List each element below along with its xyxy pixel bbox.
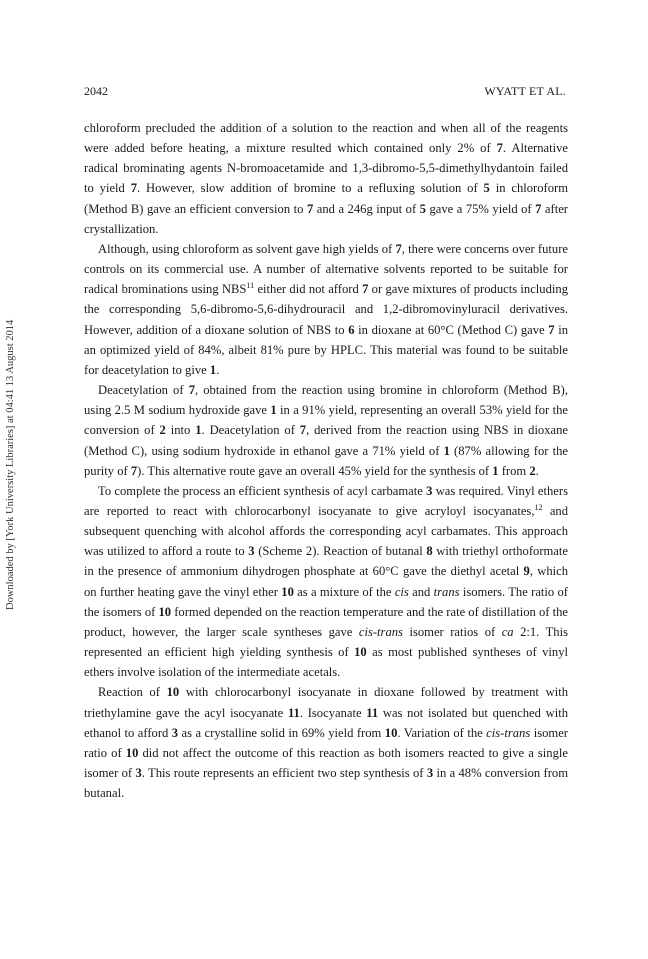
text-run: from bbox=[498, 463, 530, 478]
compound-number: 3 bbox=[248, 544, 255, 559]
text-run: and bbox=[408, 584, 434, 599]
text-run: into bbox=[165, 423, 196, 438]
compound-number: 3 bbox=[171, 725, 179, 740]
text-run: in dioxane at 60°C (Method C) gave bbox=[354, 322, 549, 337]
page-number: 2042 bbox=[84, 84, 108, 98]
compound-number: 1 bbox=[270, 403, 277, 418]
text-run: in chloroform (Method B) gave an efficient conversion to bbox=[84, 181, 569, 216]
compound-number: 7 bbox=[362, 282, 369, 297]
italic-term: cis-trans bbox=[486, 725, 531, 740]
compound-number: 10 bbox=[354, 645, 367, 660]
body-paragraph bbox=[84, 380, 568, 481]
compound-number: 1 bbox=[492, 463, 499, 478]
text-run: To complete the process an efficient synthesis of acyl carbamate bbox=[98, 483, 427, 498]
italic-term: cis bbox=[394, 584, 409, 599]
compound-number: 11 bbox=[287, 705, 300, 720]
italic-term: cis-trans bbox=[358, 624, 403, 639]
compound-number: 7 bbox=[188, 383, 195, 398]
compound-number: 7 bbox=[548, 322, 555, 337]
text-run: as a crystalline solid in 69% yield from bbox=[178, 725, 385, 740]
text-run: did not affect the outcome of this reaction as both isomers reacted to give a single isomer of bbox=[84, 745, 568, 780]
compound-number: 3 bbox=[426, 483, 433, 498]
text-run: , there were concerns over future controls on its commercial use. A number of alternative solvents reported to be suitable for radical brominations using NBS bbox=[84, 241, 568, 297]
text-run: in a 48% conversion from butanal. bbox=[84, 766, 568, 801]
text-run: in a 91% yield, representing an overall 53% yield for the conversion of bbox=[84, 403, 568, 438]
compound-number: 3 bbox=[135, 766, 142, 780]
text-run: ). This alternative route gave an overall 45% yield for the synthesis of bbox=[137, 463, 493, 478]
body-paragraph bbox=[84, 481, 568, 683]
compound-number: 7 bbox=[130, 463, 138, 478]
text-run: chloroform precluded the addition of a solution to the reaction and when all of the reagents were added before heating, a mixture resulted which contained only 2% of bbox=[84, 121, 568, 156]
italic-term: trans bbox=[433, 584, 460, 599]
compound-number: 11 bbox=[366, 705, 379, 720]
text-run: was not isolated but quenched with ethanol to afford bbox=[84, 705, 568, 740]
body-paragraph bbox=[84, 239, 568, 380]
body-paragraph bbox=[84, 682, 568, 803]
text-run: after crystallization. bbox=[84, 201, 568, 236]
compound-number: 10 bbox=[281, 584, 294, 599]
text-run: with triethyl orthoformate in the presence of ammonium dihydrogen phosphate at 60°C gave the diethyl acetal bbox=[84, 544, 568, 579]
compound-number: 10 bbox=[125, 745, 139, 760]
compound-number: 7 bbox=[535, 201, 542, 216]
compound-number: 2 bbox=[159, 423, 166, 438]
text-run: Deacetylation of bbox=[98, 383, 189, 398]
text-run: as most published syntheses of vinyl ethers involve isolation of the intermediate acetals. bbox=[84, 645, 568, 680]
article-body bbox=[84, 118, 568, 803]
compound-number: 7 bbox=[496, 141, 503, 156]
italic-term: ca bbox=[501, 624, 514, 639]
compound-number: 7 bbox=[395, 241, 402, 256]
text-run: isomer ratios of bbox=[402, 624, 502, 639]
reference-superscript: 12 bbox=[534, 502, 543, 512]
text-run: formed depended on the reaction temperature and the rate of distillation of the product, however, the larger scale syntheses gave bbox=[84, 604, 568, 639]
compound-number: 7 bbox=[306, 201, 314, 216]
text-run: 2:1. This represented an efficient high yielding synthesis of bbox=[84, 624, 568, 660]
text-run: gave a 75% yield of bbox=[425, 201, 536, 216]
text-run: Although, using chloroform as solvent gave high yields of bbox=[98, 241, 396, 256]
compound-number: 10 bbox=[166, 685, 180, 700]
text-run: . Alternative radical brominating agents N-bromoacetamide and 1,3-dibromo-5,5-dimethylhydantoin failed to yield bbox=[84, 141, 568, 196]
text-run: . bbox=[535, 463, 539, 478]
text-run: (Scheme 2). Reaction of butanal bbox=[254, 544, 427, 559]
compound-number: 2 bbox=[529, 463, 536, 478]
text-run: . This route represents an efficient two step synthesis of bbox=[141, 766, 427, 780]
compound-number: 1 bbox=[195, 423, 202, 438]
download-notice: Downloaded by [York University Libraries] at 04:41 13 August 2014 bbox=[5, 319, 16, 610]
compound-number: 6 bbox=[348, 322, 355, 337]
text-run: Reaction of bbox=[98, 685, 167, 700]
compound-number: 1 bbox=[209, 362, 217, 377]
compound-number: 10 bbox=[384, 725, 398, 740]
text-run: . Deacetylation of bbox=[201, 423, 300, 438]
text-run: and a 246g input of bbox=[313, 201, 420, 216]
text-run: . Variation of the bbox=[397, 725, 487, 740]
text-run: or gave mixtures of products including the corresponding 5,6-dibromo-5,6-dihydrouracil and 1,2-dibromovinyluracil derivatives. However, addition of a dioxane solution of NBS to bbox=[84, 282, 568, 337]
running-head: WYATT ET AL. bbox=[484, 84, 566, 98]
text-run: . Isocyanate bbox=[299, 705, 367, 720]
reference-superscript: 11 bbox=[246, 281, 255, 291]
compound-number: 1 bbox=[443, 443, 450, 458]
compound-number: 7 bbox=[130, 181, 137, 196]
text-run: isomers. The ratio of the isomers of bbox=[84, 584, 568, 619]
compound-number: 7 bbox=[299, 423, 307, 438]
text-run: . However, slow addition of bromine to a refluxing solution of bbox=[137, 181, 484, 196]
text-run: in an optimized yield of 84%, albeit 81% pure by HPLC. This material was found to be suitable for deacetylation to give bbox=[84, 322, 568, 377]
compound-number: 5 bbox=[419, 201, 426, 216]
text-run: and subsequent quenching with alcohol affords the corresponding acyl carbamates. This approach was utilized to afford a route to bbox=[84, 503, 569, 559]
compound-number: 5 bbox=[483, 181, 490, 196]
text-run: with chlorocarbonyl isocyanate in dioxane followed by treatment with triethylamine gave the acyl isocyanate bbox=[84, 685, 568, 720]
text-run: . bbox=[216, 362, 220, 377]
compound-number: 8 bbox=[426, 544, 433, 559]
text-run: was required. Vinyl ethers are reported to react with chlorocarbonyl isocyanate to give acryloyl isocyanates, bbox=[84, 483, 568, 518]
compound-number: 10 bbox=[158, 604, 172, 619]
text-run: (87% allowing for the purity of bbox=[84, 443, 568, 478]
body-paragraph bbox=[84, 118, 568, 239]
text-run: isomer ratio of bbox=[84, 725, 568, 760]
text-run: , which on further heating gave the vinyl ether bbox=[84, 564, 568, 599]
compound-number: 9 bbox=[523, 564, 530, 579]
text-run: as a mixture of the bbox=[293, 584, 395, 599]
text-run: either did not afford bbox=[254, 282, 363, 297]
text-run: , obtained from the reaction using bromine in chloroform (Method B), using 2.5 M sodium hydroxide gave bbox=[84, 383, 569, 418]
text-run: , derived from the reaction using NBS in dioxane (Method C), using sodium hydroxide in ethanol gave a 71% yield of bbox=[84, 423, 569, 458]
compound-number: 3 bbox=[426, 766, 434, 780]
